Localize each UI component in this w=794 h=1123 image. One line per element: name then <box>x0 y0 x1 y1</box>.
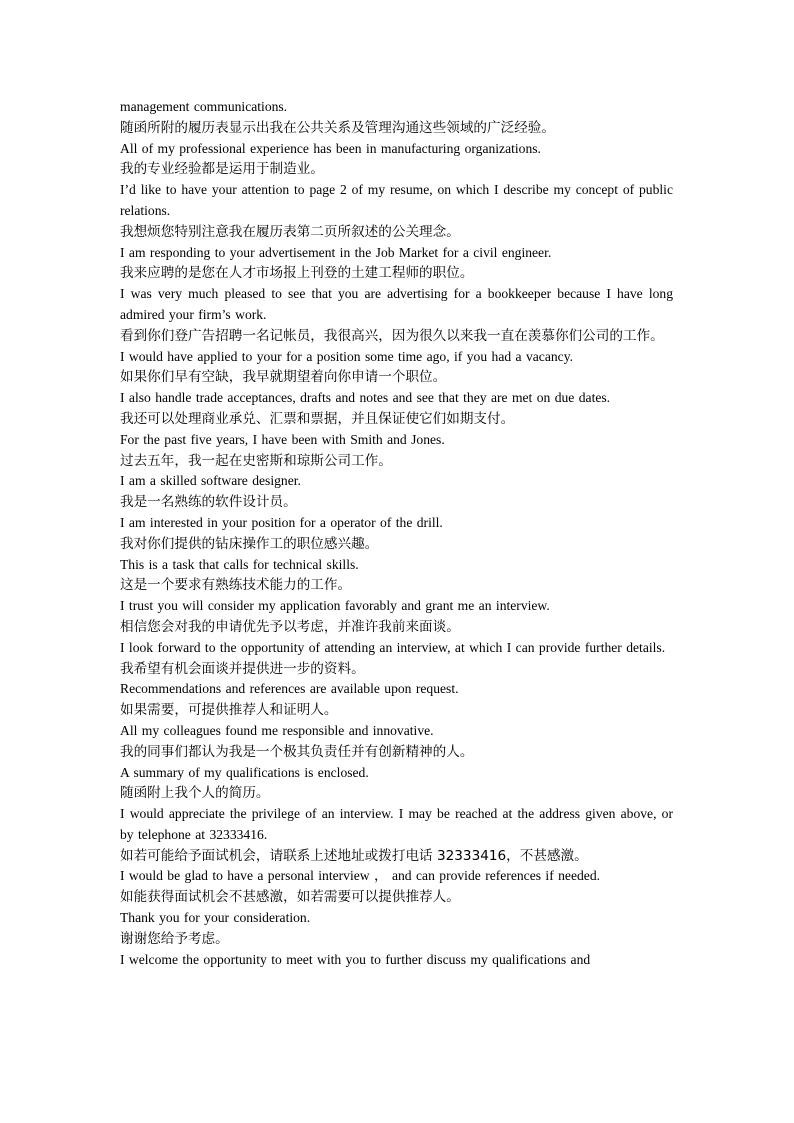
english-line: All of my professional experience has been in manufacturing organizations. <box>120 140 541 156</box>
chinese-line: 我的同事们都认为我是一个极其负责任并有创新精神的人。 <box>120 743 474 760</box>
english-line: I would have applied to your for a position some time ago, if you had a vacancy. <box>120 348 574 364</box>
english-line: I am responding to your advertisement in the Job Market for a civil engineer. <box>120 244 552 260</box>
chinese-line: 过去五年，我一起在史密斯和琼斯公司工作。 <box>120 452 392 469</box>
english-line: This is a task that calls for technical skills. <box>120 556 359 572</box>
chinese-line: 我的专业经验都是运用于制造业。 <box>120 161 324 178</box>
english-line: I trust you will consider my application favorably and grant me an interview. <box>120 598 550 614</box>
chinese-line: 如能获得面试机会不甚感激，如若需要可以提供推荐人。 <box>120 889 460 906</box>
chinese-line: 我希望有机会面谈并提供进一步的资料。 <box>120 660 365 677</box>
english-line: I would be glad to have a personal interview ， and can provide references if needed. <box>120 868 601 884</box>
english-line: Thank you for your consideration. <box>120 910 311 926</box>
chinese-line: 我来应聘的是您在人才市场报上刊登的土建工程师的职位。 <box>120 265 474 282</box>
english-line: I’d like to have your attention to page 2 of my resume, on which I describe my concept of public relations. <box>120 182 673 218</box>
chinese-line: 谢谢您给予考虑。 <box>120 930 229 947</box>
english-line: All my colleagues found me responsible and innovative. <box>120 722 434 738</box>
english-line: I am a skilled software designer. <box>120 473 301 489</box>
english-line: I welcome the opportunity to meet with you to further discuss my qualifications and <box>120 951 591 967</box>
chinese-line: 如若可能给予面试机会，请联系上述地址或拨打电话 32333416，不甚感激。 <box>120 847 588 864</box>
chinese-line: 看到你们登广告招聘一名记帐员，我很高兴，因为很久以来我一直在羡慕你们公司的工作。 <box>120 327 664 344</box>
english-line: I was very much pleased to see that you are advertising for a bookkeeper because I have long admired your firm’s work. <box>120 286 673 322</box>
chinese-line: 我是一名熟练的软件设计员。 <box>120 494 297 511</box>
chinese-line: 我还可以处理商业承兑、汇票和票据，并且保证使它们如期支付。 <box>120 410 515 427</box>
chinese-line: 相信您会对我的申请优先予以考虑，并准许我前来面谈。 <box>120 618 460 635</box>
english-line: Recommendations and references are available upon request. <box>120 681 459 697</box>
english-line: A summary of my qualifications is enclosed. <box>120 764 369 780</box>
english-line: I would appreciate the privilege of an interview. I may be reached at the address given above, or by telephone at 32333416. <box>120 806 673 842</box>
english-line: I look forward to the opportunity of attending an interview, at which I can provide further details. <box>120 639 666 655</box>
chinese-line: 这是一个要求有熟练技术能力的工作。 <box>120 577 352 594</box>
chinese-line: 随函所附的履历表显示出我在公共关系及管理沟通这些领域的广泛经验。 <box>120 119 555 136</box>
english-line: For the past five years, I have been with Smith and Jones. <box>120 431 445 447</box>
chinese-line: 我对你们提供的钻床操作工的职位感兴趣。 <box>120 535 379 552</box>
english-line: I also handle trade acceptances, drafts and notes and see that they are met on due dates. <box>120 390 611 406</box>
chinese-line: 如果需要，可提供推荐人和证明人。 <box>120 702 338 719</box>
chinese-line: 随函附上我个人的简历。 <box>120 785 270 802</box>
chinese-line: 我想烦您特别注意我在履历表第二页所叙述的公关理念。 <box>120 223 460 240</box>
document-page <box>120 97 673 970</box>
english-line: management communications. <box>120 99 288 114</box>
english-line: I am interested in your position for a operator of the drill. <box>120 514 443 530</box>
chinese-line: 如果你们早有空缺，我早就期望着向你申请一个职位。 <box>120 369 447 386</box>
